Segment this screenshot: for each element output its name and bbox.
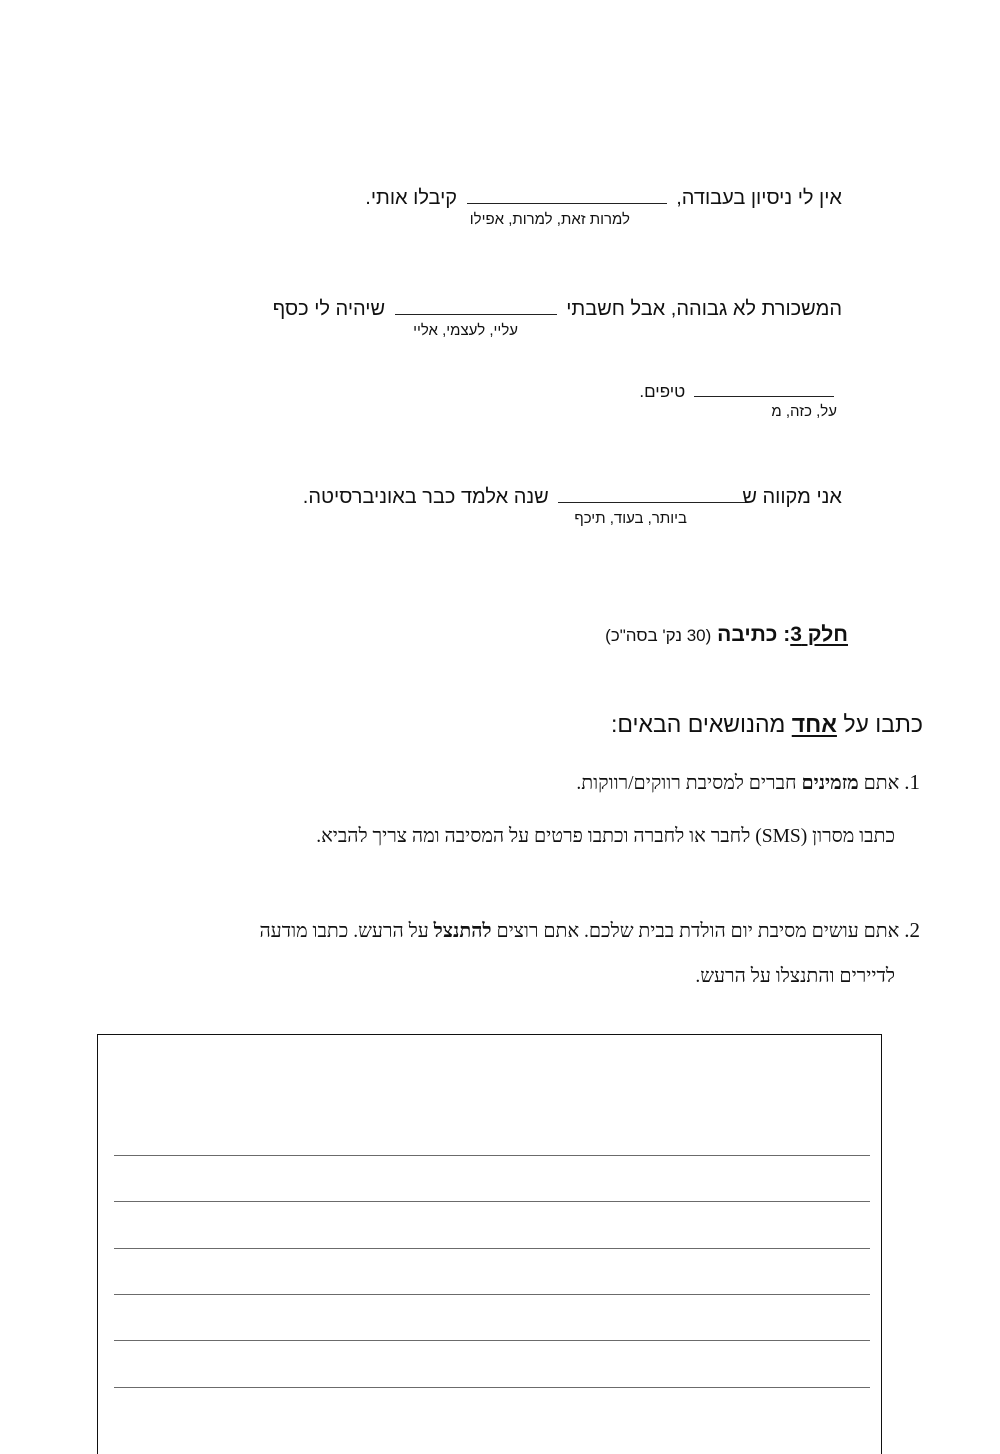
section-title — [605, 622, 848, 649]
instruction-suffix: מהנושאים הבאים: — [611, 711, 786, 737]
item-3-options: על, כזה, מ — [771, 403, 837, 420]
topic-2 — [259, 918, 920, 944]
writing-line-2[interactable] — [114, 1201, 870, 1202]
topic-2-detail: לדיירים והתנצלו על הרעש. — [695, 966, 895, 987]
exercise-item-2 — [273, 296, 842, 321]
topic-1-text-pre: אתם — [863, 773, 900, 794]
section-name: כתיבה — [717, 623, 778, 646]
instruction-prefix: כתבו על — [843, 711, 923, 737]
writing-line-5[interactable] — [114, 1340, 870, 1341]
item-3-blank[interactable] — [694, 381, 834, 397]
section-colon: : — [783, 623, 791, 646]
writing-answer-box[interactable] — [97, 1034, 882, 1454]
writing-line-1[interactable] — [114, 1155, 870, 1156]
item-4-text-before: אני מקווה ש — [742, 486, 842, 508]
topic-2-text-post: על הרעש. כתבו מודעה — [259, 921, 429, 942]
topic-2-number: 2. — [904, 918, 920, 942]
topic-1-text-post: חברים למסיבת רווקים/רווקות. — [576, 773, 797, 794]
item-1-text-before: אין לי ניסיון בעבודה, — [676, 187, 842, 209]
writing-instruction — [611, 710, 923, 738]
item-2-blank[interactable] — [395, 296, 557, 315]
item-4-options: ביותר, בעוד, תיכף — [574, 510, 687, 527]
topic-2-text-bold: להתנצל — [433, 921, 492, 942]
topic-1-text-bold: מזמינים — [801, 773, 859, 794]
topic-1-number: 1. — [904, 770, 920, 794]
section-part-label: חלק 3 — [790, 623, 848, 646]
writing-line-3[interactable] — [114, 1248, 870, 1249]
item-1-text-after: קיבלו אותי. — [365, 187, 458, 209]
exercise-item-1 — [365, 185, 842, 210]
exercise-item-3 — [639, 380, 838, 404]
writing-line-6[interactable] — [114, 1387, 870, 1388]
item-4-blank[interactable] — [558, 484, 746, 503]
item-1-blank[interactable] — [467, 185, 667, 204]
exercise-item-4 — [303, 484, 842, 509]
section-points: (30 נק' בסה"כ) — [605, 626, 712, 645]
topic-1 — [576, 770, 920, 796]
item-2-text-after: שיהיה לי כסף — [272, 298, 386, 320]
item-1-options: למרות זאת, למרות, אפילו — [469, 211, 630, 228]
topic-1-detail: כתבו מסרון (SMS) לחבר או לחברה וכתבו פרטים על המסיבה ומה צריך להביא. — [316, 826, 895, 847]
item-2-text-before: המשכורת לא גבוהה, אבל חשבתי — [566, 298, 842, 320]
item-4-text-after: שנה אלמד כבר באוניברסיטה. — [302, 486, 549, 508]
instruction-emphasis: אחד — [791, 711, 837, 737]
item-3-text-after: טיפים. — [639, 382, 686, 401]
item-2-options: עליי, לעצמי, אליי — [413, 322, 518, 339]
topic-2-text-pre: אתם עושים מסיבת יום הולדת בבית שלכם. אתם רוצים — [496, 921, 900, 942]
writing-line-4[interactable] — [114, 1294, 870, 1295]
